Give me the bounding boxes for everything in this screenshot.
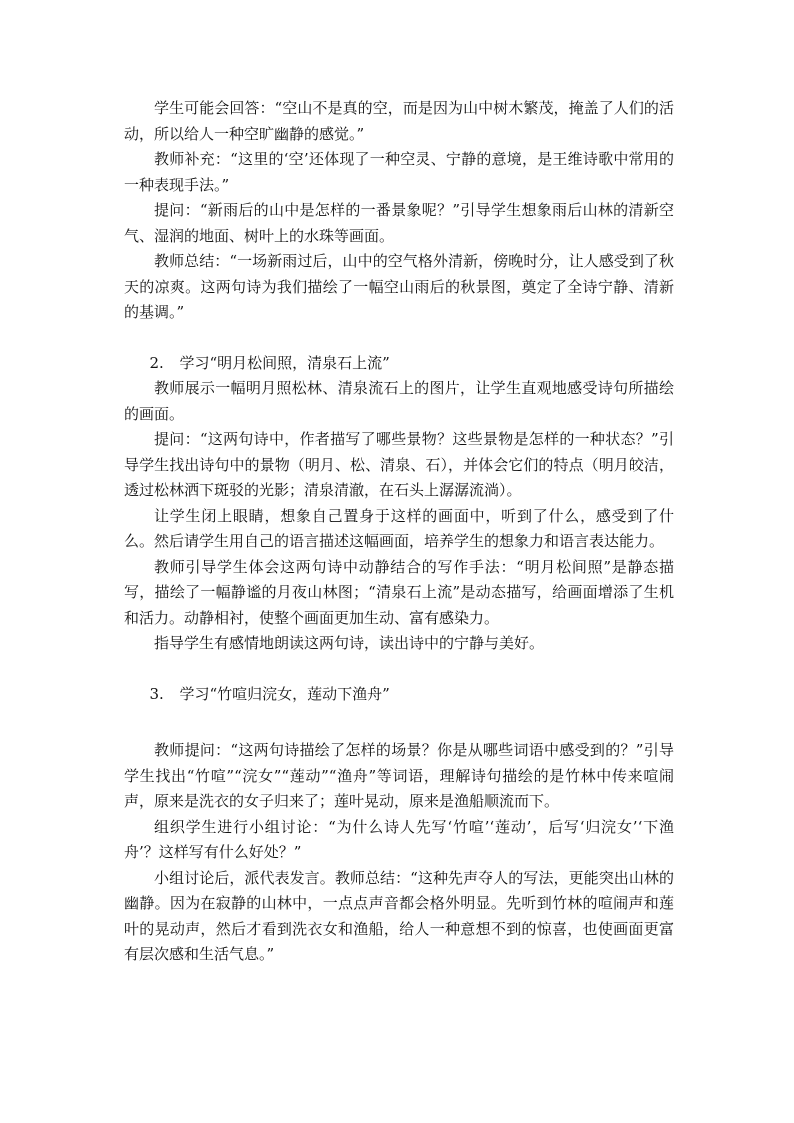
paragraph: 指导学生有感情地朗读这两句诗，读出诗中的宁静与美好。 [154,634,545,652]
paragraph: 教师引导学生体会这两句诗中动静结合的写作手法：“明月松间照”是静态描写，描绘了一幅静谧的月夜山林图；“清泉石上流”是动态描写，给画面增添了生机和活力。动静相衬，使整个画面更加生动、富有感染力。 [124,557,674,627]
paragraph: 教师展示一幅明月照松林、清泉流石上的图片，让学生直观地感受诗句所描绘的画面。 [124,379,674,423]
paragraph-teacher-supplement: 教师补充：“这里的‘空’还体现了一种空灵、宁静的意境，是王维诗歌中常用的一种表现手法。” [124,150,674,194]
section-number: 2. [149,353,164,372]
section-title: 学习“竹喧归浣女，莲动下渔舟” [179,684,390,703]
section-heading-3 [124,682,674,708]
section-number: 3. [149,684,164,703]
paragraph-student-answer: 学生可能会回答：“空山不是真的空，而是因为山中树木繁茂，掩盖了人们的活动，所以给人一种空旷幽静的感觉。” [124,99,674,143]
paragraph: 让学生闭上眼睛，想象自己置身于这样的画面中，听到了什么，感受到了什么。然后请学生用自己的语言描述这幅画面，培养学生的想象力和语言表达能力。 [124,506,674,550]
section-gap [124,657,674,682]
paragraph-teacher-summary: 教师总结：“一场新雨过后，山中的空气格外清新，傍晚时分，让人感受到了秋天的凉爽。这两句诗为我们描绘了一幅空山雨后的秋景图，奠定了全诗宁静、清新的基调。” [124,252,674,321]
section-heading-2 [124,351,674,377]
section-gap [124,326,674,351]
paragraph-question: 提问：“新雨后的山中是怎样的一番景象呢？”引导学生想象雨后山林的清新空气、湿润的地面、树叶上的水珠等画面。 [124,201,674,245]
section-title: 学习“明月松间照，清泉石上流” [179,353,390,372]
paragraph: 提问：“这两句诗中，作者描写了哪些景物？这些景物是怎样的一种状态？”引导学生找出诗句中的景物（明月、松、清泉、石），并体会它们的特点（明月皎洁，透过松林洒下斑驳的光影；清泉清澈，在石头上潺潺流淌）。 [124,430,674,499]
document-page [124,96,674,968]
paragraph: 组织学生进行小组讨论：“为什么诗人先写‘竹喧’‘莲动’，后写‘归浣女’‘下渔舟’？这样写有什么好处？” [124,817,674,861]
paragraph: 教师提问：“这两句诗描绘了怎样的场景？你是从哪些词语中感受到的？”引导学生找出“竹喧”“浣女”“莲动”“渔舟”等词语，理解诗句描绘的是竹林中传来喧闹声，原来是洗衣的女子归来了；莲叶晃动，原来是渔船顺流而下。 [124,741,674,810]
paragraph: 小组讨论后，派代表发言。教师总结：“这种先声夺人的写法，更能突出山林的幽静。因为在寂静的山林中，一点点声音都会格外明显。先听到竹林的喧闹声和莲叶的晃动声，然后才看到洗衣女和渔船，给人一种意想不到的惊喜，也使画面更富有层次感和生活气息。” [124,868,674,963]
section-gap [124,707,674,738]
